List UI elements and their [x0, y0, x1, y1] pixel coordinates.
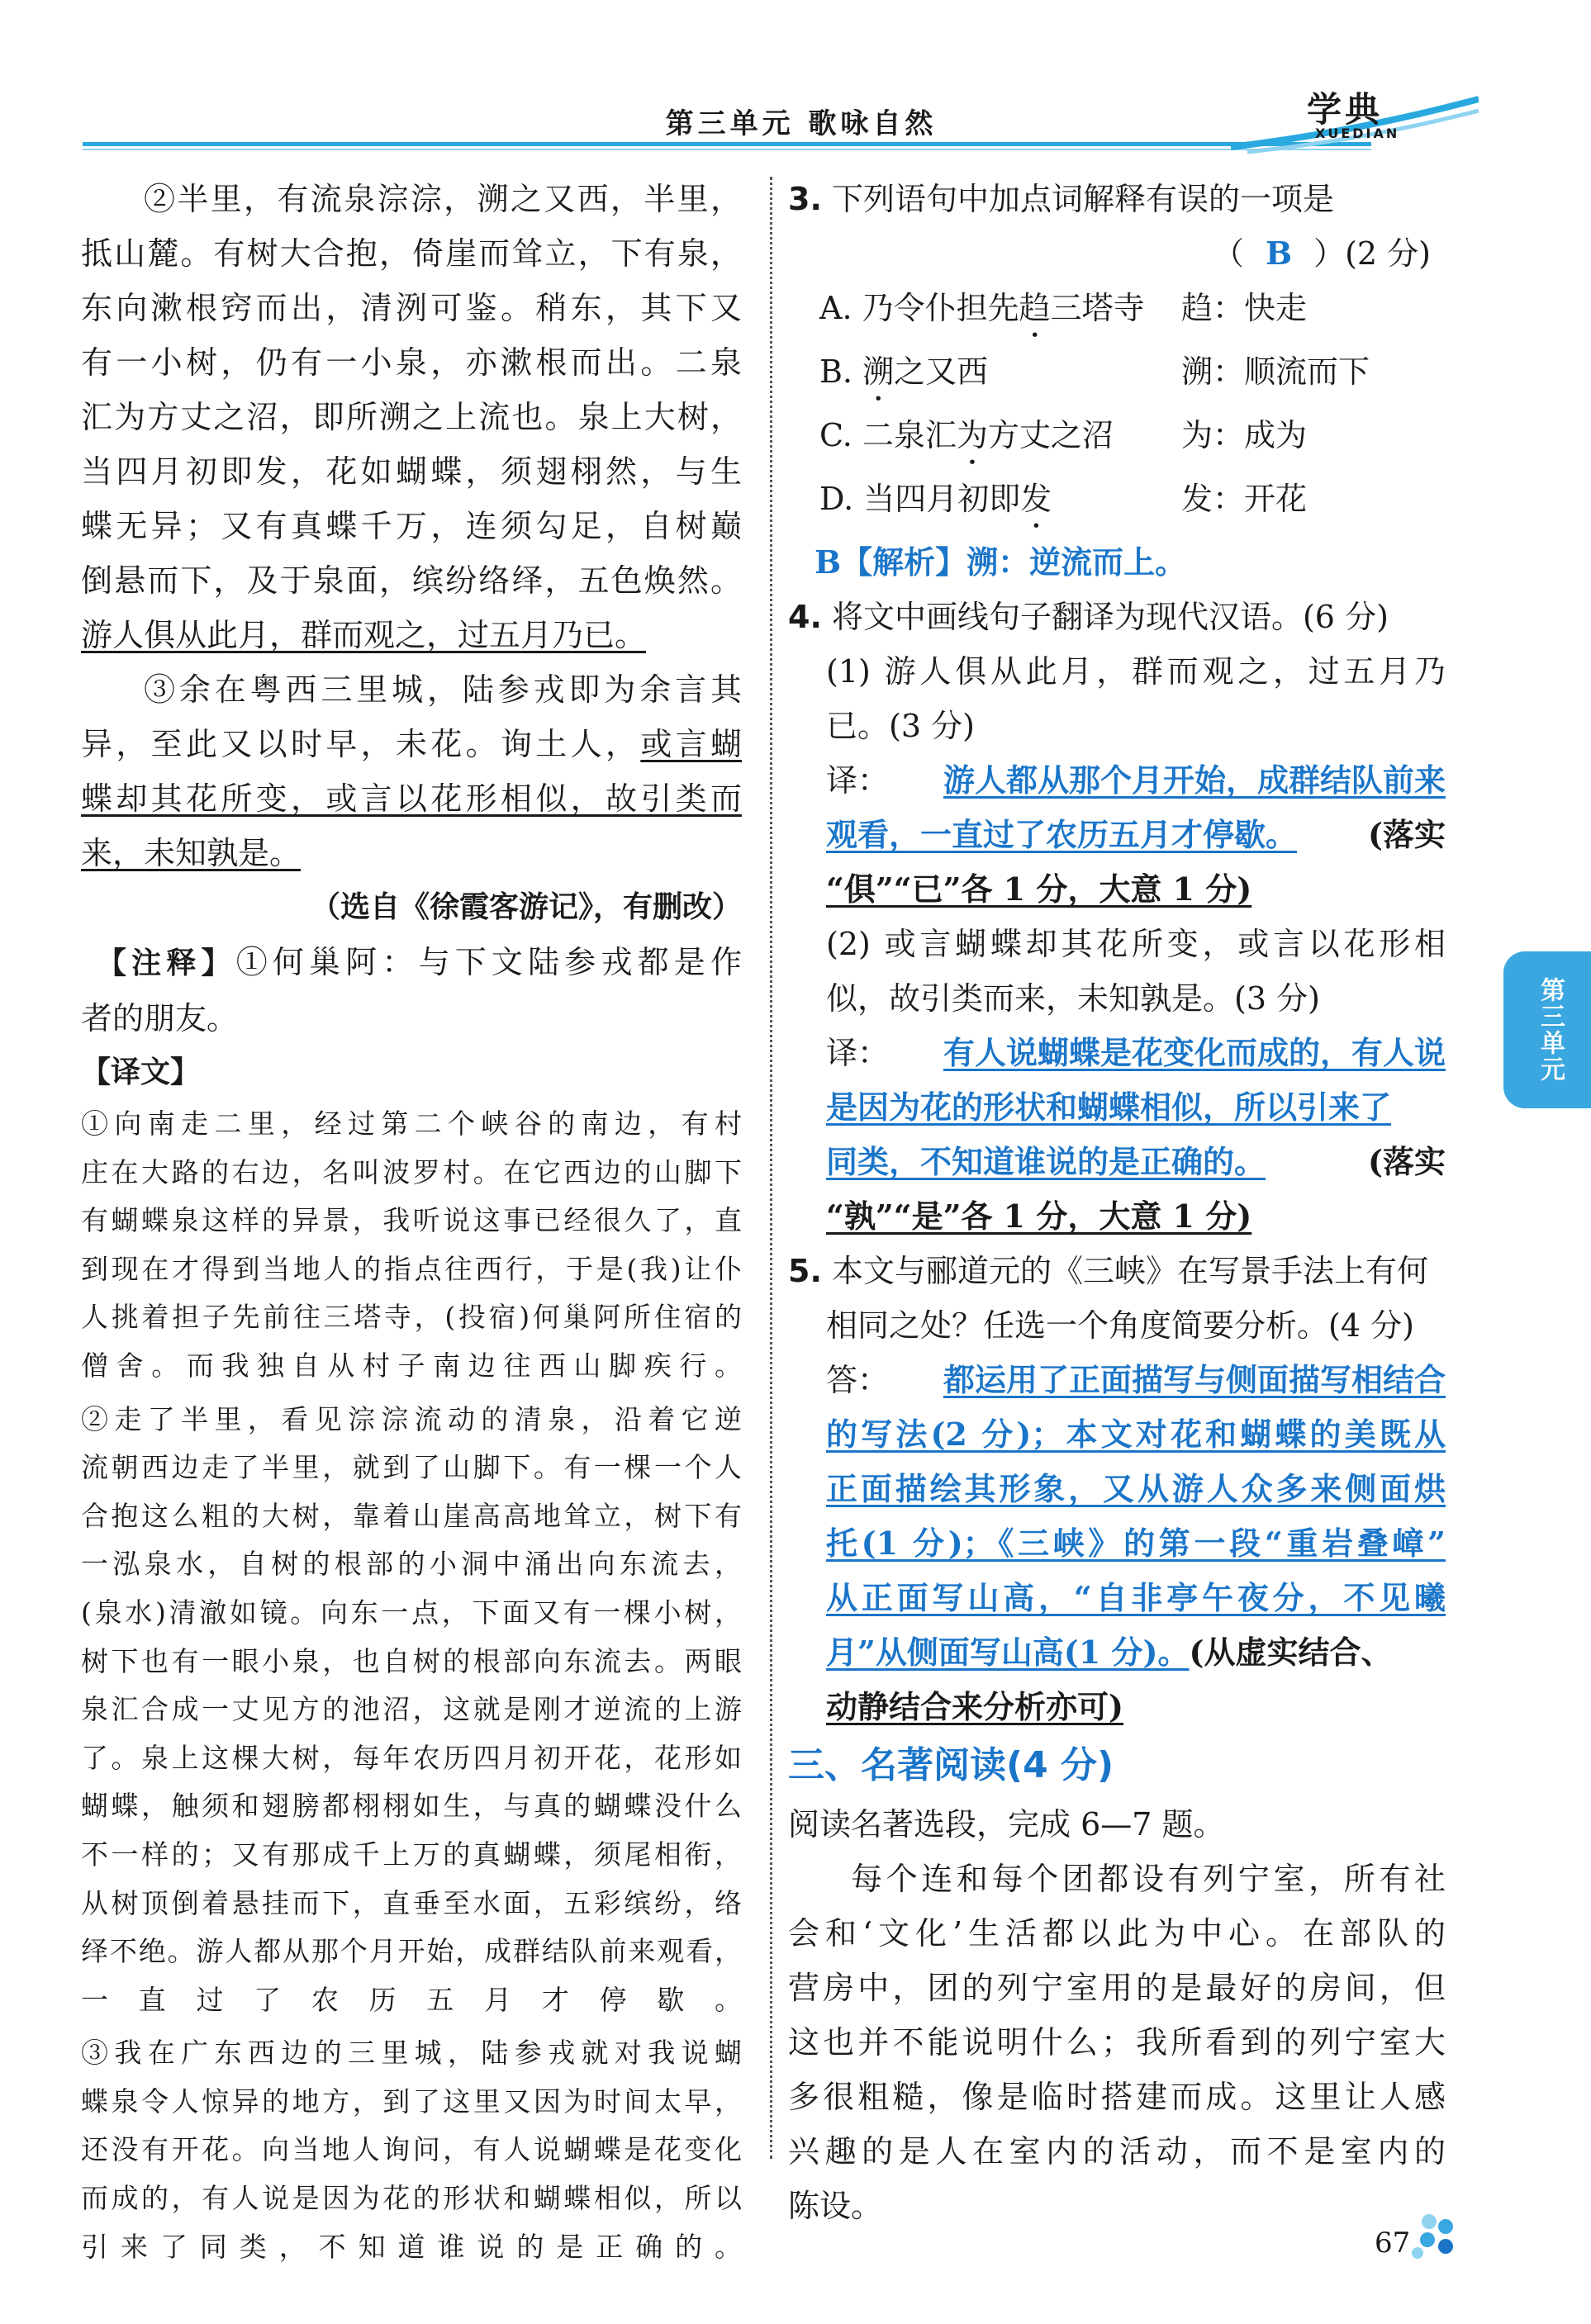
translation-line: (泉水)清澈如镜。向东一点，下面又有一棵小树，: [81, 1596, 742, 1629]
q4-part2-line: (2) 或言蝴蝶却其花所变，或言以花形相: [826, 926, 1446, 962]
q4-part1-answer: 观看，一直过了农历五月才停歇。 (落实: [826, 816, 1446, 853]
left-column: [81, 172, 742, 2271]
translation-line: 流朝西边走了半里，就到了山脚下。有一棵一个人: [81, 1451, 742, 1484]
section-3-passage-line: 会和‘文化’生活都以此为中心。在部队的: [788, 1915, 1446, 1952]
answer-bracket: （ B ）(2 分): [1212, 235, 1431, 272]
translation-line: 合抱这么粗的大树，靠着山崖高高地耸立，树下有: [81, 1499, 742, 1532]
question-3-option: [788, 344, 1446, 408]
question-5-answer-line: 动静结合来分析亦可): [826, 1688, 1123, 1725]
section-3-intro: 阅读名著选段，完成 6—7 题。: [788, 1806, 1225, 1843]
passage-line: 倒悬而下，及于泉面，缤纷络绎，五色焕然。: [81, 562, 742, 599]
translation-paragraph-1: [81, 1100, 742, 1391]
section-3-passage-line: 兴趣的是人在室内的活动，而不是室内的: [788, 2133, 1446, 2170]
passage-p3-line: ③余在粤西三里城，陆参戎即为余言其: [144, 671, 742, 708]
decorative-dots-icon: [1404, 2202, 1470, 2268]
passage-underlined-sentence-1: 游人俱从此月，群而观之，过五月乃已。: [81, 617, 647, 653]
option-text-pre: D. 当四月初即: [819, 481, 1021, 517]
translation-line: 绎不绝。游人都从那个月开始，成群结队前来观看，: [81, 1935, 742, 1968]
question-5-answer: [788, 1353, 1446, 1625]
translation-paragraph-2: [81, 1396, 742, 2025]
option-gloss: 溯：顺流而下: [1181, 353, 1370, 390]
option-text: [819, 281, 1145, 344]
translation-line: 庄在大路的右边，名叫波罗村。在它西边的山脚下: [81, 1155, 742, 1188]
section-3-passage-line: 每个连和每个团都设有列宁室，所有社: [851, 1861, 1446, 1897]
note-line: 者的朋友。: [81, 1000, 239, 1036]
page-number: 67: [1375, 2227, 1411, 2260]
option-dotted-word: 发: [1020, 481, 1052, 517]
section-3-passage-line: 营房中，团的列宁室用的是最好的房间，但: [788, 1970, 1446, 2006]
option-gloss: 为：成为: [1181, 417, 1308, 453]
question-5-answer-line: [788, 1353, 1446, 1407]
unit-title: 第三单元 歌咏自然: [665, 107, 938, 140]
question-5-answer-line: [788, 1462, 1446, 1516]
translation-line: 一直过了农历五月才停歇。: [81, 1983, 742, 2016]
q4-part1-answer: 译： 游人都从那个月开始，成群结队前来: [826, 761, 1446, 799]
right-column: [788, 172, 1446, 2233]
header-rule: [83, 142, 1371, 146]
option-text: [819, 408, 1114, 472]
question-5-answer-line: [788, 1516, 1446, 1571]
note-line: 【注释】①何巢阿：与下文陆参戎都是作: [97, 944, 742, 980]
header-rule-thin: [83, 149, 1371, 150]
translation-line: 僧舍。而我独自从村子南边往西山脚疾行。: [81, 1349, 742, 1382]
passage-line: 蝶无异；又有真蝶千万，连须勾足，自树巅: [81, 508, 742, 544]
question-5-answer-line: [788, 1571, 1446, 1625]
section-3-passage: [788, 1852, 1446, 2233]
translation-line: 一泓泉水，自树的根部的小洞中涌出向东流去，: [81, 1548, 742, 1581]
unit-side-tab: 第三单元: [1503, 951, 1591, 1108]
question-5-answer-line: [788, 1407, 1446, 1462]
translation-line: 从树顶倒着悬挂而下，直垂至水面，五彩缤纷，络: [81, 1886, 742, 1919]
question-3: 3. 下列语句中加点词解释有误的一项是: [788, 181, 1334, 217]
q4-part1-answer: “俱”“已”各 1 分，大意 1 分): [826, 870, 1252, 908]
translation-line: 了。泉上这棵大树，每年农历四月初开花，花形如: [81, 1741, 742, 1774]
section-3-title: 三、名著阅读(4 分): [788, 1744, 1114, 1786]
question-4: 4. 将文中画线句子翻译为现代汉语。(6 分): [788, 599, 1389, 635]
translation-line: 引来了同类，不知道谁说的是正确的。: [81, 2230, 742, 2263]
translation-line: 树下也有一眼小泉，也自树的根部向东流去。两眼: [81, 1644, 742, 1677]
q4-part1-line: (1) 游人俱从此月，群而观之，过五月乃: [826, 653, 1446, 690]
passage-p3-line: 来，未知孰是。: [81, 835, 302, 871]
translation-line: 蝴蝶，触须和翅膀都栩栩如生，与真的蝴蝶没什么: [81, 1790, 742, 1823]
option-gloss: 趋：快走: [1181, 290, 1308, 326]
passage-line: 东向漱根窍而出，清洌可鉴。稍东，其下又: [81, 290, 742, 326]
translation-line: ②走了半里，看见淙淙流动的清泉，沿着它逆: [81, 1402, 742, 1435]
option-text: [819, 344, 988, 408]
column-divider: [770, 177, 772, 2159]
option-dotted-word: 趋: [1019, 290, 1051, 326]
source-line: （选自《徐霞客游记》，有删改）: [310, 890, 742, 924]
translation-line: 人挑着担子先前往三塔寺，(投宿)何巢阿所住宿的: [81, 1301, 742, 1334]
option-text-pre: B.: [819, 353, 863, 390]
passage-paragraph-2: [81, 172, 742, 608]
option-text: [819, 472, 1052, 535]
answer-prefix: 答：: [826, 1362, 890, 1398]
translation-line: 泉汇合成一丈见方的池沼，这就是刚才逆流的上游: [81, 1693, 742, 1726]
passage-line: ②半里，有流泉淙淙，溯之又西，半里，: [144, 181, 742, 217]
q4-part2-answer: 同类，不知道谁说的是正确的。 (落实: [826, 1143, 1446, 1180]
passage-line: 抵山麓。有树大合抱，倚崖而耸立，下有泉，: [81, 235, 742, 272]
passage-p3-line: 异，至此又以时早，未花。询土人，或言蝴: [81, 726, 742, 762]
q4-part2-answer: 是因为花的形状和蝴蝶相似，所以引来了: [826, 1088, 1392, 1126]
q4-part2-line: 似，故引类而来，未知孰是。(3 分): [826, 980, 1320, 1017]
question-5: 5. 本文与郦道元的《三峡》在写景手法上有何: [788, 1253, 1428, 1289]
answer-text: 正面描绘其形象，又从游人众多来侧面烘: [826, 1470, 1446, 1507]
question-3-options: [788, 281, 1446, 535]
question-5-answer-line: 月”从侧面写山高(1 分)。(从虚实结合、: [826, 1634, 1393, 1671]
option-text-pre: A. 乃令仆担先: [819, 290, 1019, 326]
translation-line: 不一样的；又有那成千上万的真蝴蝶，须尾相衔，: [81, 1838, 742, 1871]
option-dotted-word: 溯: [862, 353, 895, 390]
translation-line: ③我在广东西边的三里城，陆参戎就对我说蝴: [81, 2037, 742, 2070]
option-text-post: 三塔寺: [1050, 290, 1145, 326]
translation-paragraph-3: [81, 2029, 742, 2271]
translation-line: 蝶泉令人惊异的地方，到了这里又因为时间太早，: [81, 2084, 742, 2118]
translation-label: 【译文】: [81, 1055, 201, 1089]
option-text-pre: C. 二泉汇: [819, 417, 957, 453]
translation-line: 到现在才得到当地人的指点往西行，于是(我)让仆: [81, 1252, 742, 1285]
translation-line: 还没有开花。向当地人询问，有人说蝴蝶是花变化: [81, 2133, 742, 2166]
section-3-passage-line: 陈设。: [788, 2188, 883, 2224]
question-3-analysis: B【解析】溯：逆流而上。: [814, 543, 1187, 581]
logo-subtitle: XUEDIAN: [1315, 126, 1400, 141]
question-3-option: [788, 281, 1446, 344]
passage-line: 有一小树，仍有一小泉，亦漱根而出。二泉: [81, 344, 742, 381]
question-3-option: [788, 472, 1446, 535]
q4-part2-answer: 译： 有人说蝴蝶是花变化而成的，有人说: [826, 1034, 1446, 1071]
option-gloss: 发：开花: [1181, 481, 1308, 517]
option-text-post: 方丈之沼: [987, 417, 1114, 453]
passage-p3-line: 蝶却其花所变，或言以花形相似，故引类而: [81, 780, 742, 817]
translation-line: ①向南走二里，经过第二个峡谷的南边，有村: [81, 1107, 742, 1140]
option-dotted-word: 为: [956, 417, 988, 453]
answer-text: 都运用了正面描写与侧面描写相结合: [943, 1361, 1446, 1398]
passage-line: 汇为方丈之沼，即所溯之上流也。泉上大树，: [81, 399, 742, 435]
q4-part2-answer: “孰”“是”各 1 分，大意 1 分): [826, 1198, 1252, 1235]
question-3-option: [788, 408, 1446, 472]
answer-text: 从正面写山高，“自非亭午夜分，不见曦: [826, 1579, 1446, 1616]
q4-part1-line: 已。(3 分): [826, 708, 975, 744]
section-3-passage-line: 多很粗糙，像是临时搭建而成。这里让人感: [788, 2079, 1446, 2115]
translation-line: 有蝴蝶泉这样的异景，我听说这事已经很久了，直: [81, 1204, 742, 1237]
logo: 学典: [1307, 89, 1384, 130]
option-text-post: 之又西: [894, 353, 989, 390]
answer-text: 的写法(2 分)；本文对花和蝴蝶的美既从: [826, 1416, 1446, 1453]
answer-text: 托(1 分)；《三峡》的第一段“重岩叠嶂”: [826, 1525, 1446, 1562]
question-5-line: 相同之处？任选一个角度简要分析。(4 分): [826, 1307, 1414, 1344]
section-3-passage-line: 这也并不能说明什么；我所看到的列宁室大: [788, 2024, 1446, 2061]
answer-choice: B: [1265, 235, 1293, 272]
passage-line: 当四月初即发，花如蝴蝶，须翅栩然，与生: [81, 453, 742, 490]
translation-line: 而成的，有人说是因为花的形状和蝴蝶相似，所以: [81, 2182, 742, 2215]
